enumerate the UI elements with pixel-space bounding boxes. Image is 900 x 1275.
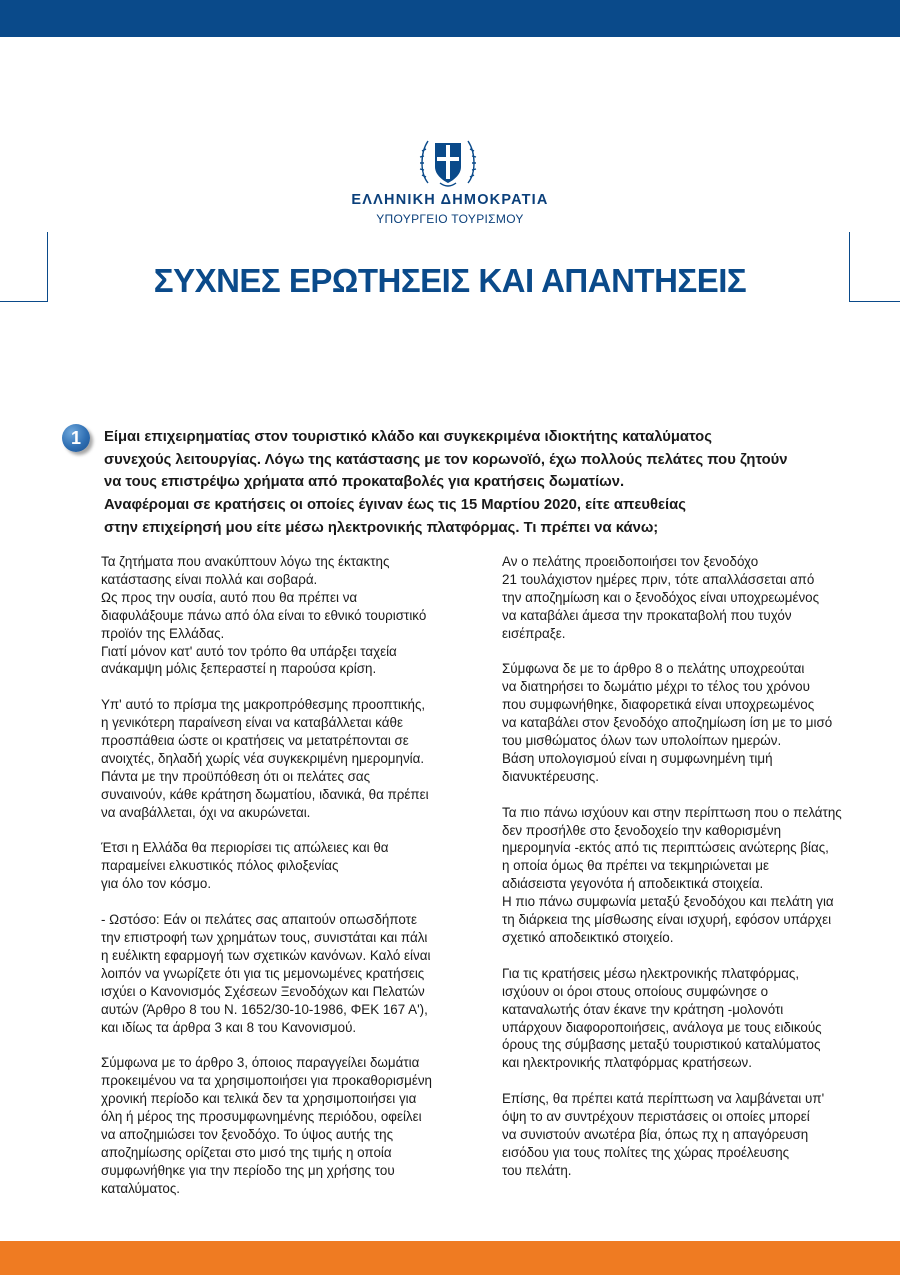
- answer-line: υπάρχουν διαφοροποιήσεις, ανάλογα με τους ειδικούς: [502, 1019, 822, 1035]
- answer-line: εισέπραξε.: [502, 625, 566, 641]
- answer-line: την αποζημίωση και ο ξενοδόχος είναι υποχρεωμένος: [502, 589, 820, 605]
- answer-line: και ηλεκτρονικής πλατφόρμας κρατήσεων.: [502, 1055, 752, 1071]
- paragraph-gap: [502, 786, 872, 804]
- paragraph-gap: [502, 1072, 872, 1090]
- answer-line: Επίσης, θα πρέπει κατά περίπτωση να λαμβάνεται υπ': [502, 1091, 825, 1107]
- question-line: στην επιχείρησή μου είτε μέσω ηλεκτρονικής πλατφόρμας. Τι πρέπει να κάνω;: [104, 519, 659, 536]
- answer-line: Σύμφωνα με το άρθρο 3, όποιος παραγγείλει δωμάτια: [101, 1055, 420, 1071]
- answer-line: καταναλωτής όταν έκανε την κράτηση -μολονότι: [502, 1001, 784, 1017]
- answer-line: διανυκτέρευσης.: [502, 768, 599, 784]
- answer-line: του μισθώματος όλων των υπολοίπων ημερών.: [502, 733, 782, 749]
- answer-line: η γενικότερη παραίνεση είναι να καταβάλλεται κάθε: [101, 715, 403, 731]
- answer-line: να αναβάλλεται, όχι να ακυρώνεται.: [101, 804, 311, 820]
- answer-line: εισόδου για τους πολίτες της χώρας προέλευσης: [502, 1144, 790, 1160]
- paragraph-gap: [101, 1036, 471, 1054]
- paragraph-gap: [502, 643, 872, 661]
- answer-line: ισχύει ο Κανονισμός Σχέσεων Ξενοδόχων και Πελατών: [101, 983, 425, 999]
- answer-line: Βάση υπολογισμού είναι η συμφωνημένη τιμή: [502, 750, 773, 766]
- answer-line: ανάκαμψη μόλις ξεπεραστεί η παρούσα κρίση.: [101, 661, 377, 677]
- answer-line: να καταβάλει στον ξενοδόχο αποζημίωση ίση με το μισό: [502, 715, 833, 731]
- answer-line: συμφωνήθηκε για την περίοδο της μη χρήσης του: [101, 1162, 395, 1178]
- answer-line: κατάστασης είναι πολλά και σοβαρά.: [101, 571, 318, 587]
- answer-line: Υπ' αυτό το πρίσμα της μακροπρόθεσμης προοπτικής,: [101, 697, 426, 713]
- answer-line: σχετικό αποδεικτικό στοιχείο.: [502, 930, 674, 945]
- paragraph-gap: [502, 947, 872, 965]
- answer-line: Γιατί μόνον κατ' αυτό τον τρόπο θα υπάρξει ταχεία: [101, 643, 397, 659]
- answer-line: 21 τουλάχιστον ημέρες πριν, τότε απαλλάσσεται από: [502, 571, 815, 587]
- answer-line: αποζημίωσης ορίζεται στο μισό της τιμής η οποία: [101, 1144, 392, 1160]
- question-line: Αναφέρομαι σε κρατήσεις οι οποίες έγιναν έως τις 15 Μαρτίου 2020, είτε απευθείας: [104, 497, 686, 514]
- hellenic-republic-emblem-icon: [418, 133, 478, 189]
- answer-line: προσπάθεια ώστε οι κρατήσεις να μετατρέπονται σε: [101, 733, 409, 749]
- answer-line: να καταβάλει άμεσα την προκαταβολή που τυχόν: [502, 607, 792, 623]
- answer-line: αδιάσειστα γεγονότα ή αποδεικτικά στοιχεία.: [502, 876, 764, 892]
- answer-line: ανοιχτές, δηλαδή χωρίς νέα συγκεκριμένη ημερομηνία.: [101, 750, 425, 766]
- answer-line: Η πιο πάνω συμφωνία μεταξύ ξενοδόχου και πελάτη για: [502, 894, 834, 910]
- answer-line: όψη το αν συντρέχουν περιστάσεις οι οποίες μπορεί: [502, 1109, 810, 1125]
- question-number-badge: 1: [62, 424, 90, 452]
- page-title: ΣΥΧΝΕΣ ΕΡΩΤΗΣΕΙΣ ΚΑΙ ΑΠΑΝΤΗΣΕΙΣ: [153, 262, 747, 299]
- paragraph-gap: [101, 678, 471, 696]
- answer-line: Ως προς την ουσία, αυτό που θα πρέπει να: [101, 589, 358, 605]
- answer-line: διαφυλάξουμε πάνω από όλα είναι το εθνικό τουριστικό: [101, 607, 427, 623]
- answer-line: για όλο τον κόσμο.: [101, 876, 212, 892]
- answer-line: Τα πιο πάνω ισχύουν και στην περίπτωση που ο πελάτης: [502, 804, 842, 820]
- answer-line: δεν προσήλθε στο ξενοδοχείο την καθορισμένη: [502, 822, 782, 838]
- top-blue-bar: [0, 0, 900, 37]
- answer-line: που συμφωνήθηκε, διαφορετικά είναι υποχρεωμένος: [502, 697, 815, 713]
- frame-line-right-horizontal: [849, 301, 900, 302]
- answer-line: αυτών (Άρθρο 8 του Ν. 1652/30-10-1986, ΦΕΚ 167 Α'),: [101, 1001, 428, 1017]
- answer-line: - Ωστόσο: Εάν οι πελάτες σας απαιτούν οπωσδήποτε: [101, 912, 417, 928]
- ministry-name: ΥΠΟΥΡΓΕΙΟ ΤΟΥΡΙΣΜΟΥ: [376, 212, 524, 226]
- answer-column-right: [502, 553, 872, 1180]
- answer-line: ημερομηνία -εκτός από τις περιπτώσεις ανώτερης βίας,: [502, 840, 829, 856]
- answer-line: προϊόν της Ελλάδας.: [101, 625, 225, 641]
- answer-line: καταλύματος.: [101, 1180, 180, 1196]
- answer-line: Αν ο πελάτης προειδοποιήσει τον ξενοδόχο: [502, 554, 759, 569]
- answer-column-left: [101, 553, 471, 1198]
- answer-line: Τα ζητήματα που ανακύπτουν λόγω της έκτακτης: [101, 554, 390, 569]
- answer-line: Σύμφωνα δε με το άρθρο 8 ο πελάτης υποχρεούται: [502, 661, 805, 677]
- question-line: Είμαι επιχειρηματίας στον τουριστικό κλάδο και συγκεκριμένα ιδιοκτήτης καταλύματος: [104, 429, 712, 445]
- paragraph-gap: [101, 893, 471, 911]
- answer-line: Για τις κρατήσεις μέσω ηλεκτρονικής πλατφόρμας,: [502, 965, 800, 981]
- answer-line: η ευέλικτη εφαρμογή των σχετικών κανόνων. Καλό είναι: [101, 947, 431, 963]
- answer-line: να αποζημιώσει τον ξενοδόχο. Το ύψος αυτής της: [101, 1126, 394, 1142]
- answer-line: και ιδίως τα άρθρα 3 και 8 του Κανονισμού.: [101, 1019, 357, 1035]
- question-text: [104, 426, 804, 540]
- answer-line: τη διάρκεια της μίσθωσης είναι ισχυρή, εφόσον υπάρχει: [502, 912, 832, 928]
- answer-line: Πάντα με την προϋπόθεση ότι οι πελάτες σας: [101, 768, 371, 784]
- answer-line: προκειμένου να τα χρησιμοποιήσει για προκαθορισμένη: [101, 1073, 432, 1089]
- frame-line-left-horizontal: [0, 301, 48, 302]
- question-line: συνεχούς λειτουργίας. Λόγω της κατάστασης με τον κορωνοϊό, έχω πολλούς πελάτες που ζητούν: [104, 451, 788, 468]
- answer-line: η οποία όμως θα πρέπει να τεκμηριώνεται με: [502, 858, 769, 874]
- answer-line: όλη ή μέρος της προσυμφωνημένης περιόδου, οφείλει: [101, 1109, 422, 1125]
- answer-line: ισχύουν οι όροι στους οποίους συμφώνησε ο: [502, 983, 769, 999]
- bottom-orange-bar: [0, 1241, 900, 1275]
- answer-line: Έτσι η Ελλάδα θα περιορίσει τις απώλειες και θα: [101, 840, 389, 856]
- answer-line: όρους της σύμβασης μεταξύ τουριστικού καταλύματος: [502, 1037, 821, 1053]
- answer-line: να διατηρήσει το δωμάτιο μέχρι το τέλος του χρόνου: [502, 679, 810, 695]
- answer-line: να συνιστούν ανωτέρα βία, όπως πχ η απαγόρευση: [502, 1126, 809, 1142]
- question-line: να τους επιστρέψω χρήματα από προκαταβολές για κρατήσεις δωματίων.: [104, 474, 625, 491]
- answer-line: λοιπόν να γνωρίζετε ότι για τις μεμονωμένες κρατήσεις: [101, 965, 425, 981]
- answer-line: την επιστροφή των χρημάτων τους, συνιστάται και πάλι: [101, 929, 428, 945]
- answer-line: του πελάτη.: [502, 1162, 572, 1178]
- answer-line: συναινούν, κάθε κράτηση δωματίου, ιδανικά, θα πρέπει: [101, 786, 429, 802]
- org-name: ΕΛΛΗΝΙΚΗ ΔΗΜΟΚΡΑΤΙΑ: [351, 192, 549, 208]
- answer-line: χρονική περίοδο και τελικά δεν τα χρησιμοποιήσει για: [101, 1091, 417, 1107]
- answer-line: παραμείνει ελκυστικός πόλος φιλοξενίας: [101, 858, 339, 874]
- paragraph-gap: [101, 822, 471, 840]
